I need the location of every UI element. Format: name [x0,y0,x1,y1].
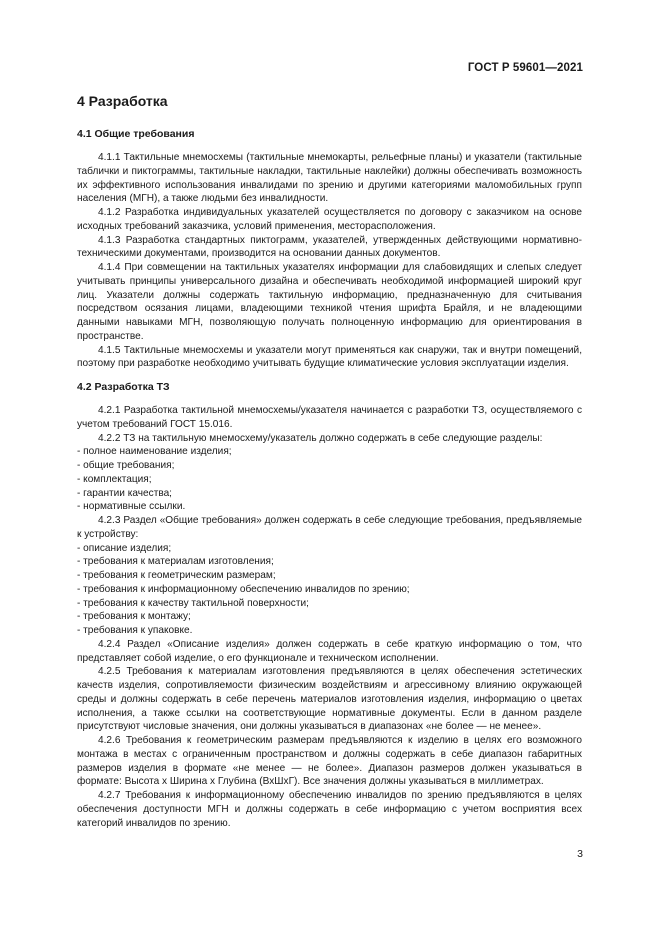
section-title: 4 Разработка [77,93,168,109]
paragraph-4-2-2: 4.2.2 ТЗ на тактильную мнемосхему/указатель должно содержать в себе следующие разделы: [98,432,543,444]
list-item: - требования к качеству тактильной поверхности; [77,597,309,609]
paragraph-4-1-4: 4.1.4 При совмещении на тактильных указателях информации для слабовидящих и слепых следует учитывать принципы универсального дизайна и обеспечивать необходимой информацией широкий круг лиц. Указатели должны содержать тактильную информацию, предназначенную для считывания посредством осязания лицами, владеющими техникой чтения шрифта Брайля, и не владеющими данными навыками МГН, позволяющую получать полноценную информацию для ориентирования в пространстве. [77,262,582,342]
page-number: 3 [577,848,583,860]
paragraph-4-1-1: 4.1.1 Тактильные мнемосхемы (тактильные мнемокарты, рельефные планы) и указатели (тактильные таблички и пиктограммы, тактильные накладки, тактильные наклейки) должны обеспечивать возможность их эффективного использования инвалидами по зрению и другими категориями маломобильных групп населения (МГН), а также людьми без инвалидности. [77,152,582,205]
document-id-header: ГОСТ Р 59601—2021 [467,62,583,74]
paragraph-4-2-6: 4.2.6 Требования к геометрическим размерам предъявляются к изделию в целях его возможного монтажа в местах с ограниченным пространством и должны содержать в себе диапазон габаритных размеров изделия в формате «не менее — не более». Диапазон размеров должен указываться в формате: Высота х Ширина х Глубина (ВхШхГ). Все значения должны указываться в миллиметрах. [77,735,582,788]
list-item: - нормативные ссылки. [77,501,186,513]
list-item: - требования к упаковке. [77,625,193,636]
document-body [77,93,582,830]
paragraph-4-1-3: 4.1.3 Разработка стандартных пиктограмм, указателей, утвержденных действующими нормативно-техническими документами, производится на основании данных документов. [77,234,582,260]
list-item: - требования к геометрическим размерам; [77,570,276,581]
list-sections [77,445,582,514]
paragraph-4-1-5: 4.1.5 Тактильные мнемосхемы и указатели могут применяться как снаружи, так и внутри помещений, поэтому при разработке необходимо учитывать будущие климатические условия эксплуатации изделия. [77,344,582,370]
list-item: - требования к материалам изготовления; [77,556,274,568]
subsection-title-4-2: 4.2 Разработка ТЗ [77,381,170,393]
list-item: - требования к монтажу; [77,611,191,623]
subsection-title-4-1: 4.1 Общие требования [77,128,195,140]
list-item: - требования к информационному обеспечению инвалидов по зрению; [77,583,410,595]
paragraph-4-2-7: 4.2.7 Требования к информационному обеспечению инвалидов по зрению предъявляются в целях обеспечения доступности МГН и должны содержать в себе информацию с учетом восприятия всех категорий инвалидов по зрению. [77,790,582,829]
paragraph-4-2-1: 4.2.1 Разработка тактильной мнемосхемы/указателя начинается с разработки ТЗ, осуществляемого с учетом требований ГОСТ 15.016. [77,405,582,430]
list-item: - гарантии качества; [77,487,172,499]
list-requirements [77,542,582,638]
list-item: - общие требования; [77,460,175,471]
list-item: - комплектация; [77,473,152,485]
list-item: - полное наименование изделия; [77,446,232,458]
paragraph-4-2-5: 4.2.5 Требования к материалам изготовления предъявляются в целях обеспечения эстетических качеств изделия, сопротивляемости физическим воздействиям и агрессивному влиянию окружающей среды и должны содержать в себе перечень материалов изготовления изделия, информацию о цветах исполнения, а также ссылки на соответствующие нормативные документы. Если в данном разделе присутствуют числовые значения, они должны указываться в диапазонах «не более — не менее». [77,666,582,733]
paragraph-4-2-4: 4.2.4 Раздел «Описание изделия» должен содержать в себе краткую информацию о том, что представляет собой изделие, о его функционале и техническом исполнении. [77,638,582,664]
paragraph-4-2-3: 4.2.3 Раздел «Общие требования» должен содержать в себе следующие требования, предъявляемые к устройству: [77,515,582,540]
paragraph-4-1-2: 4.1.2 Разработка индивидуальных указателей осуществляется по договору с заказчиком на основе исходных требований заказчика, условий применения, месторасположения. [77,207,582,232]
list-item: - описание изделия; [77,542,172,554]
